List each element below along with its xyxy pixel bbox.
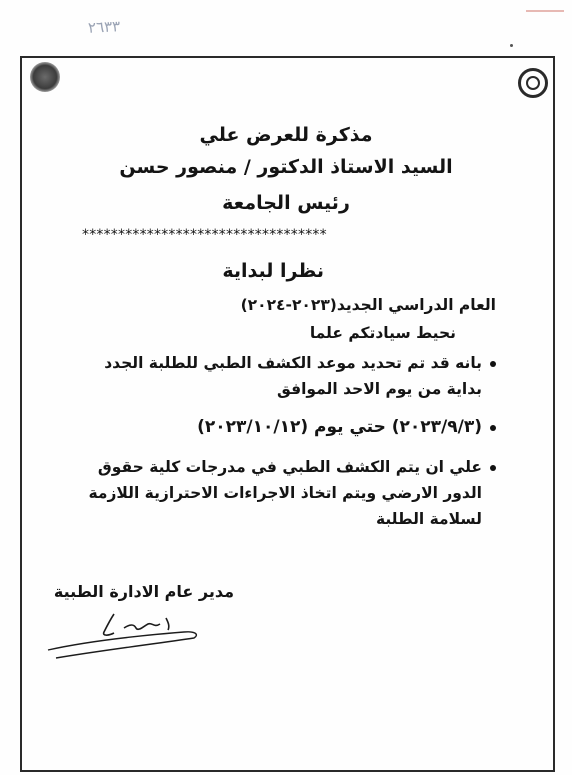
signatory-title: مدير عام الادارة الطبية xyxy=(53,582,234,601)
bullet-dot-icon xyxy=(490,361,496,367)
handwritten-reference-number: ٢٦٣٣ xyxy=(87,17,121,37)
addressee-name: السيد الاستاذ الدكتور / منصور حسن xyxy=(119,156,453,178)
ink-dot xyxy=(510,44,513,47)
bullet-text: (٢٠٢٣/٩/٣) حتي يوم (٢٠٢٣/١٠/١٢) xyxy=(197,417,482,437)
bullet-dot-icon xyxy=(490,425,496,431)
bullet-text: علي ان يتم الكشف الطبي في مدرجات كلية حقوق الدور الارضي ويتم اتخاذ الاجراءات الاحترازية اللازمة لسلامة الطلبة xyxy=(88,458,482,528)
star-separator: ********************************** xyxy=(82,227,327,243)
memo-title: مذكرة للعرض علي xyxy=(199,124,373,146)
bullet-item xyxy=(86,350,496,402)
university-seal-icon xyxy=(30,62,60,92)
bullet-item xyxy=(86,454,496,532)
handwritten-signature xyxy=(44,606,204,662)
bullet-text: بانه قد تم تحديد موعد الكشف الطبي للطلبة الجدد بداية من يوم الاحد الموافق xyxy=(104,354,482,398)
emblem-icon xyxy=(518,68,548,98)
academic-year-line: العام الدراسي الجديد(٢٠٢٣-٢٠٢٤) xyxy=(240,296,496,314)
notify-line: نحيط سيادتكم علما xyxy=(309,324,456,342)
addressee-position: رئيس الجامعة xyxy=(222,192,350,214)
bullet-item xyxy=(86,414,496,440)
corner-mark xyxy=(526,10,564,12)
bullet-dot-icon xyxy=(490,465,496,471)
opening-line: نظرا لبداية xyxy=(222,260,324,282)
